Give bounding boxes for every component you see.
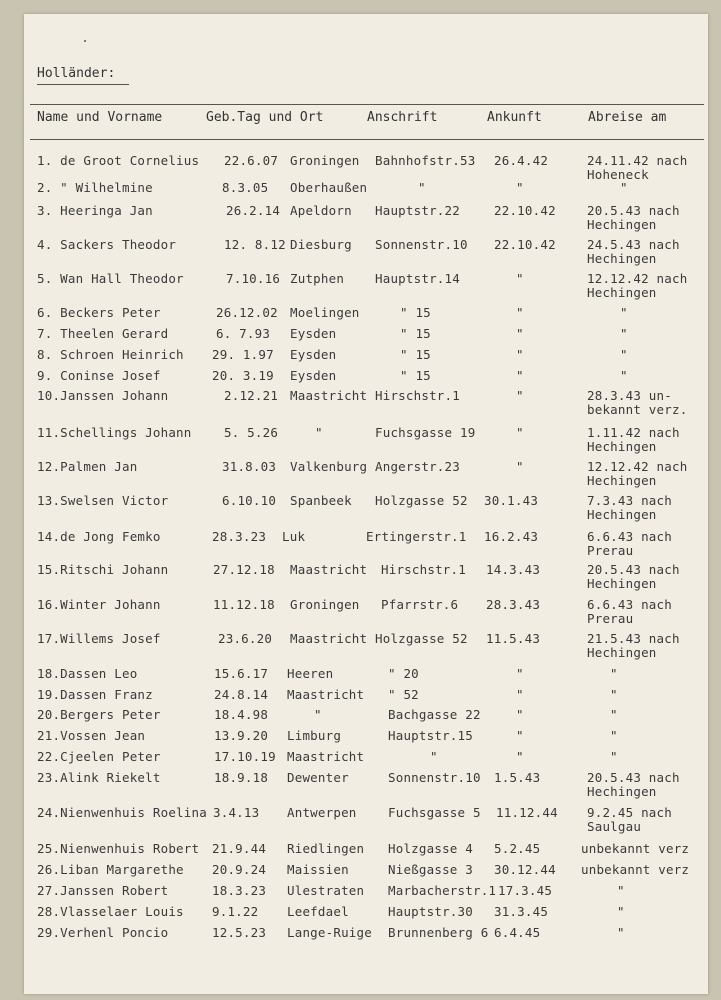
row-name: 25.Nienwenhuis Robert [37, 841, 200, 856]
row-birth-date: 6. 7.93 [216, 326, 271, 341]
row-departure: 20.5.43 nach [587, 770, 680, 785]
row-birth-place: Dewenter [287, 770, 349, 785]
row-arrival: 14.3.43 [486, 562, 541, 577]
row-departure: " [617, 925, 625, 940]
row-birth-date: 21.9.44 [212, 841, 267, 856]
row-arrival: " [516, 326, 524, 341]
row-departure: 6.6.43 nach [587, 529, 672, 544]
row-name: 1. de Groot Cornelius [37, 153, 200, 168]
row-address: Hirschstr.1 [381, 562, 466, 577]
row-name: 7. Theelen Gerard [37, 326, 169, 341]
row-birth-date: 7.10.16 [226, 271, 281, 286]
row-address: Hauptstr.30 [388, 904, 473, 919]
row-birth-place: " [314, 707, 322, 722]
header-abreise: Abreise am [588, 110, 667, 125]
row-birth-date: 5. 5.26 [224, 425, 279, 440]
row-birth-place: Valkenburg [290, 459, 368, 474]
row-departure: 7.3.43 nach [587, 493, 672, 508]
row-arrival: " [516, 347, 524, 362]
row-birth-place: Limburg [287, 728, 342, 743]
row-name: 11.Schellings Johann [37, 425, 192, 440]
row-departure: " [617, 904, 625, 919]
row-birth-date: 26.12.02 [216, 305, 278, 320]
row-departure: " [620, 326, 628, 341]
row-departure: " [620, 180, 628, 195]
row-arrival: " [516, 666, 524, 681]
row-name: 10.Janssen Johann [37, 388, 169, 403]
row-birth-place: Luk [282, 529, 306, 544]
header-name: Name und Vorname [37, 110, 163, 125]
row-birth-date: 24.8.14 [214, 687, 269, 702]
row-birth-place: Groningen [290, 153, 360, 168]
row-address: Hauptstr.22 [375, 203, 460, 218]
row-arrival: 22.10.42 [494, 237, 556, 252]
row-birth-date: 2.12.21 [224, 388, 279, 403]
row-birth-date: 20.9.24 [212, 862, 267, 877]
row-arrival: 26.4.42 [494, 153, 549, 168]
row-birth-date: 18.9.18 [214, 770, 269, 785]
row-birth-place: Heeren [287, 666, 334, 681]
row-birth-date: 3.4.13 [213, 805, 260, 820]
row-arrival: 1.5.43 [494, 770, 541, 785]
row-name: 23.Alink Riekelt [37, 770, 161, 785]
header-ankunft: Ankunft [487, 110, 542, 125]
row-birth-place: Groningen [290, 597, 360, 612]
row-name: 9. Coninse Josef [37, 368, 161, 383]
row-departure-dest: Prerau [587, 543, 634, 558]
paper-mark [84, 40, 86, 42]
row-departure: " [620, 368, 628, 383]
row-departure: 20.5.43 nach [587, 562, 680, 577]
row-departure-dest: Saulgau [587, 819, 642, 834]
row-departure-dest: Hechingen [587, 217, 657, 232]
row-departure: " [617, 883, 625, 898]
row-name: 15.Ritschi Johann [37, 562, 169, 577]
row-name: 12.Palmen Jan [37, 459, 138, 474]
row-birth-place: Ulestraten [287, 883, 365, 898]
row-birth-place: Lange-Ruige [287, 925, 372, 940]
row-name: 27.Janssen Robert [37, 883, 169, 898]
row-departure-dest: bekannt verz. [587, 402, 688, 417]
row-name: 18.Dassen Leo [37, 666, 138, 681]
row-arrival: 30.1.43 [484, 493, 539, 508]
row-arrival: 22.10.42 [494, 203, 556, 218]
row-arrival: " [516, 388, 524, 403]
row-address: Hirschstr.1 [375, 388, 460, 403]
row-birth-date: 8.3.05 [222, 180, 269, 195]
row-departure: 28.3.43 un- [587, 388, 672, 403]
row-arrival: " [516, 707, 524, 722]
row-departure-dest: Prerau [587, 611, 634, 626]
row-arrival: " [516, 305, 524, 320]
row-arrival: 17.3.45 [498, 883, 553, 898]
row-birth-date: 17.10.19 [214, 749, 276, 764]
header-top-rule [30, 104, 704, 105]
row-name: 22.Cjeelen Peter [37, 749, 161, 764]
row-birth-place: Antwerpen [287, 805, 357, 820]
row-birth-place: Eysden [290, 368, 337, 383]
row-departure-dest: Hechingen [587, 784, 657, 799]
row-address: Angerstr.23 [375, 459, 460, 474]
row-departure-dest: Hoheneck [587, 167, 649, 182]
row-address: Fuchsgasse 5 [388, 805, 481, 820]
row-birth-date: 11.12.18 [213, 597, 275, 612]
row-birth-place: Eysden [290, 347, 337, 362]
row-name: 17.Willems Josef [37, 631, 161, 646]
row-arrival: 6.4.45 [494, 925, 541, 940]
row-arrival: 28.3.43 [486, 597, 541, 612]
row-address: " [430, 749, 438, 764]
row-arrival: " [516, 180, 524, 195]
row-name: 24.Nienwenhuis Roelina [37, 805, 207, 820]
row-departure-dest: Hechingen [587, 251, 657, 266]
row-departure: 20.5.43 nach [587, 203, 680, 218]
row-departure: " [620, 347, 628, 362]
row-birth-place: Leefdael [287, 904, 349, 919]
row-departure: " [620, 305, 628, 320]
row-address: Holzgasse 4 [388, 841, 473, 856]
row-departure: 21.5.43 nach [587, 631, 680, 646]
row-birth-place: Apeldorn [290, 203, 352, 218]
row-birth-place: Diesburg [290, 237, 352, 252]
row-birth-date: 28.3.23 [212, 529, 267, 544]
row-birth-place: Maastricht [290, 631, 368, 646]
row-name: 14.de Jong Femko [37, 529, 161, 544]
row-arrival: 5.2.45 [494, 841, 541, 856]
row-arrival: " [516, 368, 524, 383]
row-address: Hauptstr.15 [388, 728, 473, 743]
row-arrival: " [516, 425, 524, 440]
row-birth-place: Oberhaußen [290, 180, 368, 195]
header-geb: Geb.Tag und Ort [206, 110, 324, 125]
row-arrival: 30.12.44 [494, 862, 556, 877]
row-arrival: 11.5.43 [486, 631, 541, 646]
row-birth-date: 13.9.20 [214, 728, 269, 743]
row-birth-place: Maastricht [287, 749, 365, 764]
row-birth-date: 12. 8.12 [224, 237, 286, 252]
row-departure-dest: Hechingen [587, 473, 657, 488]
row-name: 6. Beckers Peter [37, 305, 161, 320]
row-arrival: " [516, 459, 524, 474]
header-bottom-rule [30, 139, 704, 140]
row-address: Nießgasse 3 [388, 862, 473, 877]
row-address: Holzgasse 52 [375, 631, 468, 646]
row-address: Fuchsgasse 19 [375, 425, 476, 440]
row-birth-place: Maastricht [290, 388, 368, 403]
row-address: " 15 [400, 347, 431, 362]
row-arrival: " [516, 728, 524, 743]
row-departure: " [610, 707, 618, 722]
row-address: Pfarrstr.6 [381, 597, 459, 612]
row-name: 19.Dassen Franz [37, 687, 153, 702]
row-birth-date: 9.1.22 [212, 904, 259, 919]
row-birth-place: " [315, 425, 323, 440]
row-address: " [418, 180, 426, 195]
row-address: Sonnenstr.10 [375, 237, 468, 252]
row-departure: " [610, 666, 618, 681]
row-address: Marbacherstr.1 [388, 883, 497, 898]
row-departure: 24.11.42 nach [587, 153, 688, 168]
row-arrival: 31.3.45 [494, 904, 549, 919]
row-departure: " [610, 728, 618, 743]
row-name: 29.Verhenl Poncio [37, 925, 169, 940]
list-title: Holländer: [37, 66, 116, 81]
row-birth-place: Maastricht [287, 687, 365, 702]
row-departure: unbekannt verz [581, 841, 690, 856]
row-address: Brunnenberg 6 [388, 925, 489, 940]
row-birth-place: Riedlingen [287, 841, 365, 856]
row-address: Holzgasse 52 [375, 493, 468, 508]
row-address: Bahnhofstr.53 [375, 153, 476, 168]
title-underline [37, 84, 129, 85]
row-departure: " [610, 749, 618, 764]
row-departure-dest: Hechingen [587, 439, 657, 454]
row-birth-place: Maastricht [290, 562, 368, 577]
row-address: Ertingerstr.1 [366, 529, 467, 544]
row-departure-dest: Hechingen [587, 576, 657, 591]
row-name: 2. " Wilhelmine [37, 180, 153, 195]
row-arrival: " [516, 687, 524, 702]
row-birth-date: 6.10.10 [222, 493, 277, 508]
row-name: 8. Schroen Heinrich [37, 347, 184, 362]
row-address: " 52 [388, 687, 419, 702]
row-birth-date: 20. 3.19 [212, 368, 274, 383]
row-address: Hauptstr.14 [375, 271, 460, 286]
row-birth-date: 22.6.07 [224, 153, 279, 168]
row-birth-date: 18.4.98 [214, 707, 269, 722]
row-name: 3. Heeringa Jan [37, 203, 153, 218]
row-arrival: 16.2.43 [484, 529, 539, 544]
row-name: 5. Wan Hall Theodor [37, 271, 184, 286]
row-address: Bachgasse 22 [388, 707, 481, 722]
row-birth-date: 12.5.23 [212, 925, 267, 940]
row-departure: 9.2.45 nach [587, 805, 672, 820]
row-departure: 6.6.43 nach [587, 597, 672, 612]
row-birth-date: 18.3.23 [212, 883, 267, 898]
row-birth-date: 31.8.03 [222, 459, 277, 474]
row-name: 28.Vlasselaer Louis [37, 904, 184, 919]
row-address: " 15 [400, 326, 431, 341]
row-birth-place: Spanbeek [290, 493, 352, 508]
row-name: 20.Bergers Peter [37, 707, 161, 722]
row-birth-date: 15.6.17 [214, 666, 269, 681]
row-name: 26.Liban Margarethe [37, 862, 184, 877]
row-birth-place: Eysden [290, 326, 337, 341]
row-arrival: " [516, 271, 524, 286]
row-birth-place: Zutphen [290, 271, 345, 286]
row-departure: 1.11.42 nach [587, 425, 680, 440]
row-address: " 15 [400, 305, 431, 320]
row-arrival: " [516, 749, 524, 764]
row-departure: " [610, 687, 618, 702]
row-departure-dest: Hechingen [587, 645, 657, 660]
row-birth-date: 29. 1.97 [212, 347, 274, 362]
row-address: " 20 [388, 666, 419, 681]
row-departure-dest: Hechingen [587, 285, 657, 300]
row-departure: 24.5.43 nach [587, 237, 680, 252]
row-birth-date: 27.12.18 [213, 562, 275, 577]
row-departure: unbekannt verz [581, 862, 690, 877]
row-name: 13.Swelsen Victor [37, 493, 169, 508]
row-birth-place: Moelingen [290, 305, 360, 320]
row-departure: 12.12.42 nach [587, 271, 688, 286]
row-departure-dest: Hechingen [587, 507, 657, 522]
header-anschrift: Anschrift [367, 110, 438, 125]
row-birth-date: 26.2.14 [226, 203, 281, 218]
row-arrival: 11.12.44 [496, 805, 558, 820]
row-departure: 12.12.42 nach [587, 459, 688, 474]
row-address: " 15 [400, 368, 431, 383]
row-name: 16.Winter Johann [37, 597, 161, 612]
row-birth-place: Maissien [287, 862, 349, 877]
row-birth-date: 23.6.20 [218, 631, 273, 646]
row-address: Sonnenstr.10 [388, 770, 481, 785]
row-name: 21.Vossen Jean [37, 728, 146, 743]
row-name: 4. Sackers Theodor [37, 237, 177, 252]
